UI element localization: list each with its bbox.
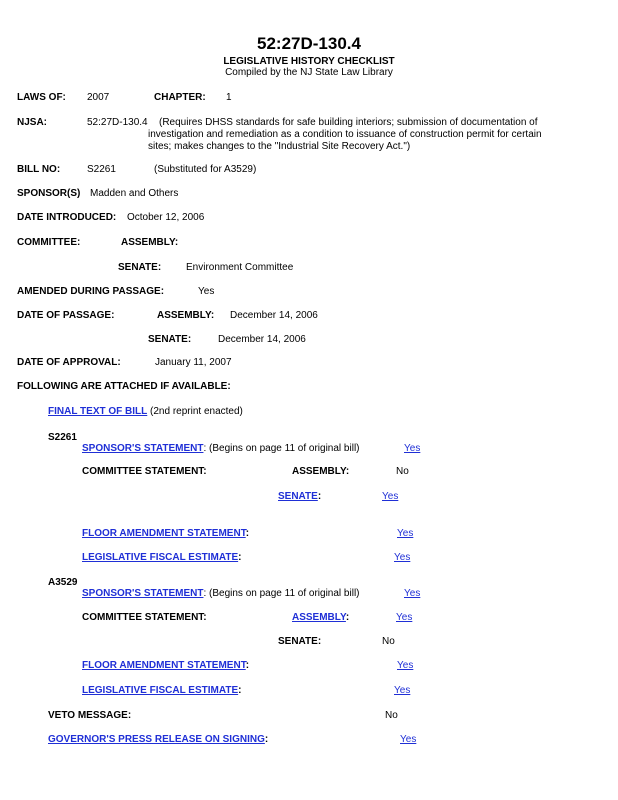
veto-value: No [385,710,398,721]
s2261-fiscal-row [82,552,241,564]
compiled-by: Compiled by the NJ State Law Library [225,67,393,78]
veto-label: VETO MESSAGE: [48,710,132,721]
laws-of-label: LAWS OF: [17,92,66,103]
s2261-fiscal-yes-link[interactable]: Yes [394,552,411,563]
a3529-assembly-link[interactable]: ASSEMBLY [292,612,346,623]
attached-heading: FOLLOWING ARE ATTACHED IF AVAILABLE: [17,381,231,392]
a3529-fiscal-estimate-link[interactable]: LEGISLATIVE FISCAL ESTIMATE [82,685,239,696]
s2261-committee-label: COMMITTEE STATEMENT: [82,466,207,477]
a3529-fiscal-yes-link[interactable]: Yes [394,685,411,696]
a3529-sponsor-statement-link[interactable]: SPONSOR'S STATEMENT [82,588,204,599]
s2261-senate-yes-link[interactable]: Yes [382,491,399,502]
a3529-senate-value: No [382,636,395,647]
amended-value: Yes [198,286,215,297]
date-of-approval-label: DATE OF APPROVAL: [17,357,121,368]
bill-no-label: BILL NO: [17,164,61,175]
chapter-value: 1 [226,92,232,103]
a3529-sponsor-yes-link[interactable]: Yes [404,588,421,599]
njsa-description-line: sites; makes changes to the "Industrial Site Recovery Act.") [148,141,411,152]
s2261-senate-link[interactable]: SENATE [278,491,318,502]
sponsors-value: Madden and Others [90,188,179,199]
s2261-floor-yes-link[interactable]: Yes [397,528,414,539]
date-of-approval-value: January 11, 2007 [155,357,232,368]
bill-substitution-note: (Substituted for A3529) [154,164,257,175]
s2261-sponsor-row [82,443,360,455]
s2261-floor-colon: : [245,528,250,539]
s2261-assembly-row [292,466,349,478]
s2261-assembly-label: ASSEMBLY [292,466,346,477]
njsa-label: NJSA: [17,117,48,128]
checklist-subtitle: LEGISLATIVE HISTORY CHECKLIST [223,56,395,67]
njsa-description-line: (Requires DHSS standards for safe building interiors; submission of documentation of [159,117,538,128]
s2261-assembly-value: No [396,466,409,477]
s2261-assembly-colon: : [345,466,350,477]
passage-assembly-value: December 14, 2006 [230,310,318,321]
committee-senate-value: Environment Committee [186,262,294,273]
passage-assembly-label: ASSEMBLY: [157,310,215,321]
a3529-floor-row [82,660,249,672]
s2261-floor-amendment-link[interactable]: FLOOR AMENDMENT STATEMENT [82,528,246,539]
a3529-fiscal-colon: : [238,685,242,696]
a3529-floor-colon: : [245,660,250,671]
a3529-committee-label: COMMITTEE STATEMENT: [82,612,207,623]
chapter-label: CHAPTER: [154,92,206,103]
s2261-floor-row [82,528,249,540]
a3529-fiscal-row [82,685,241,697]
s2261-fiscal-estimate-link[interactable]: LEGISLATIVE FISCAL ESTIMATE [82,552,239,563]
s2261-sponsor-yes-link[interactable]: Yes [404,443,421,454]
njsa-value: 52:27D-130.4 [87,117,148,128]
a3529-label: A3529 [48,577,78,588]
s2261-label: S2261 [48,432,77,443]
final-text-link[interactable]: FINAL TEXT OF BILL [48,406,148,417]
a3529-senate-label: SENATE: [278,636,322,647]
governor-press-release-link[interactable]: GOVERNOR'S PRESS RELEASE ON SIGNING [48,734,265,745]
laws-of-value: 2007 [87,92,110,103]
a3529-sponsor-note: : (Begins on page 11 of original bill) [203,588,360,599]
committee-assembly-label: ASSEMBLY: [121,237,179,248]
s2261-senate-colon: : [317,491,322,502]
final-text-note: (2nd reprint enacted) [147,406,243,417]
a3529-assembly-colon: : [345,612,350,623]
date-introduced-value: October 12, 2006 [127,212,205,223]
date-of-passage-label: DATE OF PASSAGE: [17,310,115,321]
governor-row [48,734,268,746]
sponsors-label: SPONSOR(S) [17,188,81,199]
s2261-sponsor-statement-link[interactable]: SPONSOR'S STATEMENT [82,443,204,454]
njsa-description-line: investigation and remediation as a condition to issuance of construction permit for certain [148,129,542,140]
s2261-sponsor-note: : (Begins on page 11 of original bill) [203,443,360,454]
governor-yes-link[interactable]: Yes [400,734,417,745]
a3529-sponsor-row [82,588,360,600]
passage-senate-label: SENATE: [148,334,192,345]
governor-colon: : [264,734,269,745]
a3529-floor-amendment-link[interactable]: FLOOR AMENDMENT STATEMENT [82,660,246,671]
final-text-row [48,406,243,418]
a3529-floor-yes-link[interactable]: Yes [397,660,414,671]
passage-senate-value: December 14, 2006 [218,334,306,345]
bill-no-value: S2261 [87,164,116,175]
committee-label: COMMITTEE: [17,237,81,248]
date-introduced-label: DATE INTRODUCED: [17,212,117,223]
amended-label: AMENDED DURING PASSAGE: [17,286,165,297]
committee-senate-label: SENATE: [118,262,162,273]
a3529-assembly-yes-link[interactable]: Yes [396,612,413,623]
page-title: 52:27D-130.4 [257,34,361,53]
s2261-fiscal-colon: : [238,552,242,563]
s2261-senate-row [278,491,321,503]
a3529-assembly-row [292,612,349,624]
